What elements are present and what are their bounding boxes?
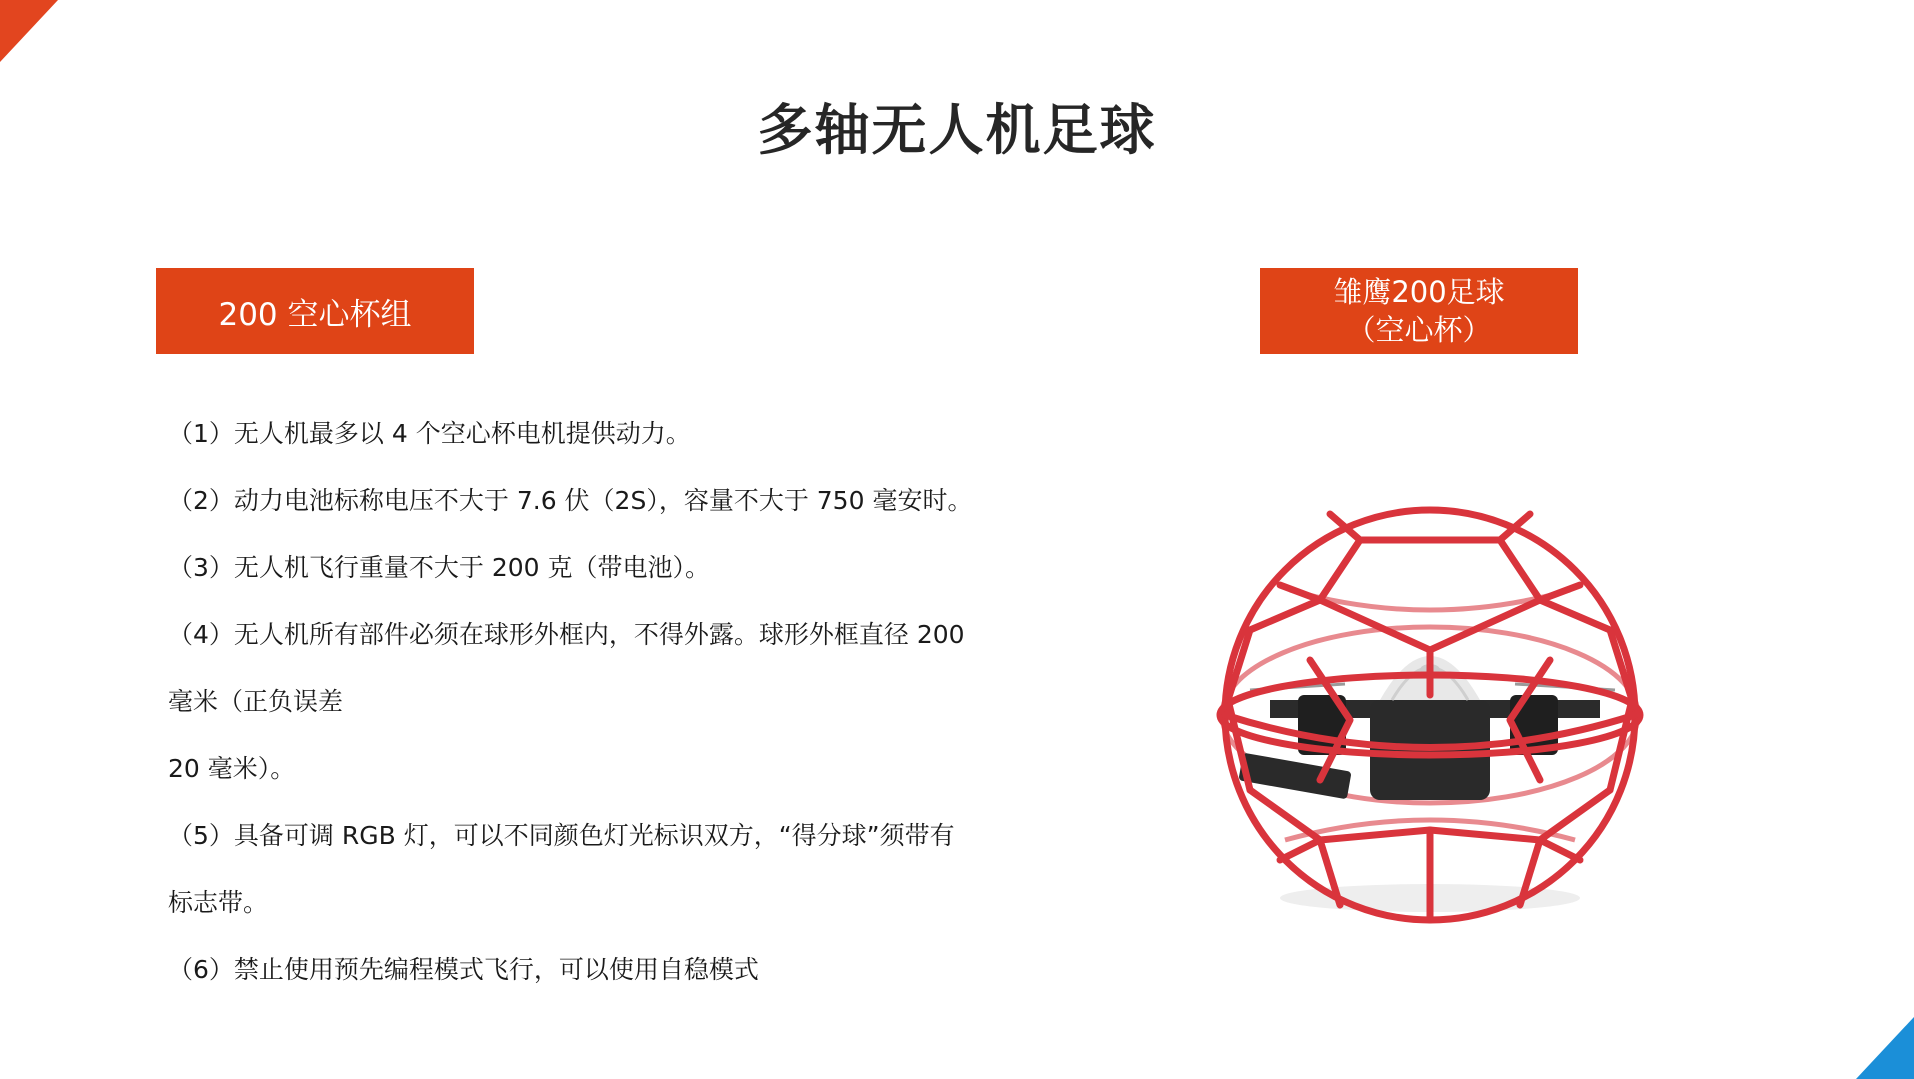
corner-accent-top-left bbox=[0, 0, 58, 62]
spec-line: 毫米（正负误差 bbox=[168, 687, 344, 716]
spec-line: （5）具备可调 RGB 灯，可以不同颜色灯光标识双方，“得分球”须带有 bbox=[168, 821, 955, 850]
spec-line: （1）无人机最多以 4 个空心杯电机提供动力。 bbox=[168, 419, 691, 448]
spec-line: （3）无人机飞行重量不大于 200 克（带电池）。 bbox=[168, 553, 711, 582]
spec-line: 20 毫米）。 bbox=[168, 754, 296, 783]
corner-accent-bottom-right bbox=[1856, 1017, 1914, 1079]
right-badge-line1: 雏鹰200足球 bbox=[1333, 275, 1505, 309]
spec-line: （2）动力电池标称电压不大于 7.6 伏（2S），容量不大于 750 毫安时。 bbox=[168, 486, 973, 515]
spec-line: （6）禁止使用预先编程模式飞行，可以使用自稳模式 bbox=[168, 955, 759, 984]
spec-list bbox=[168, 400, 1088, 1003]
page-title: 多轴无人机足球 bbox=[757, 98, 1157, 162]
spec-line: 标志带。 bbox=[168, 888, 269, 917]
right-section-badge bbox=[1260, 268, 1578, 354]
left-section-badge bbox=[156, 268, 474, 354]
drone-soccer-ball-image bbox=[1210, 500, 1660, 930]
left-badge-label: 200 空心杯组 bbox=[218, 296, 412, 333]
right-badge-line2: （空心杯） bbox=[1346, 313, 1492, 347]
spec-line: （4）无人机所有部件必须在球形外框内，不得外露。球形外框直径 200 bbox=[168, 620, 965, 649]
